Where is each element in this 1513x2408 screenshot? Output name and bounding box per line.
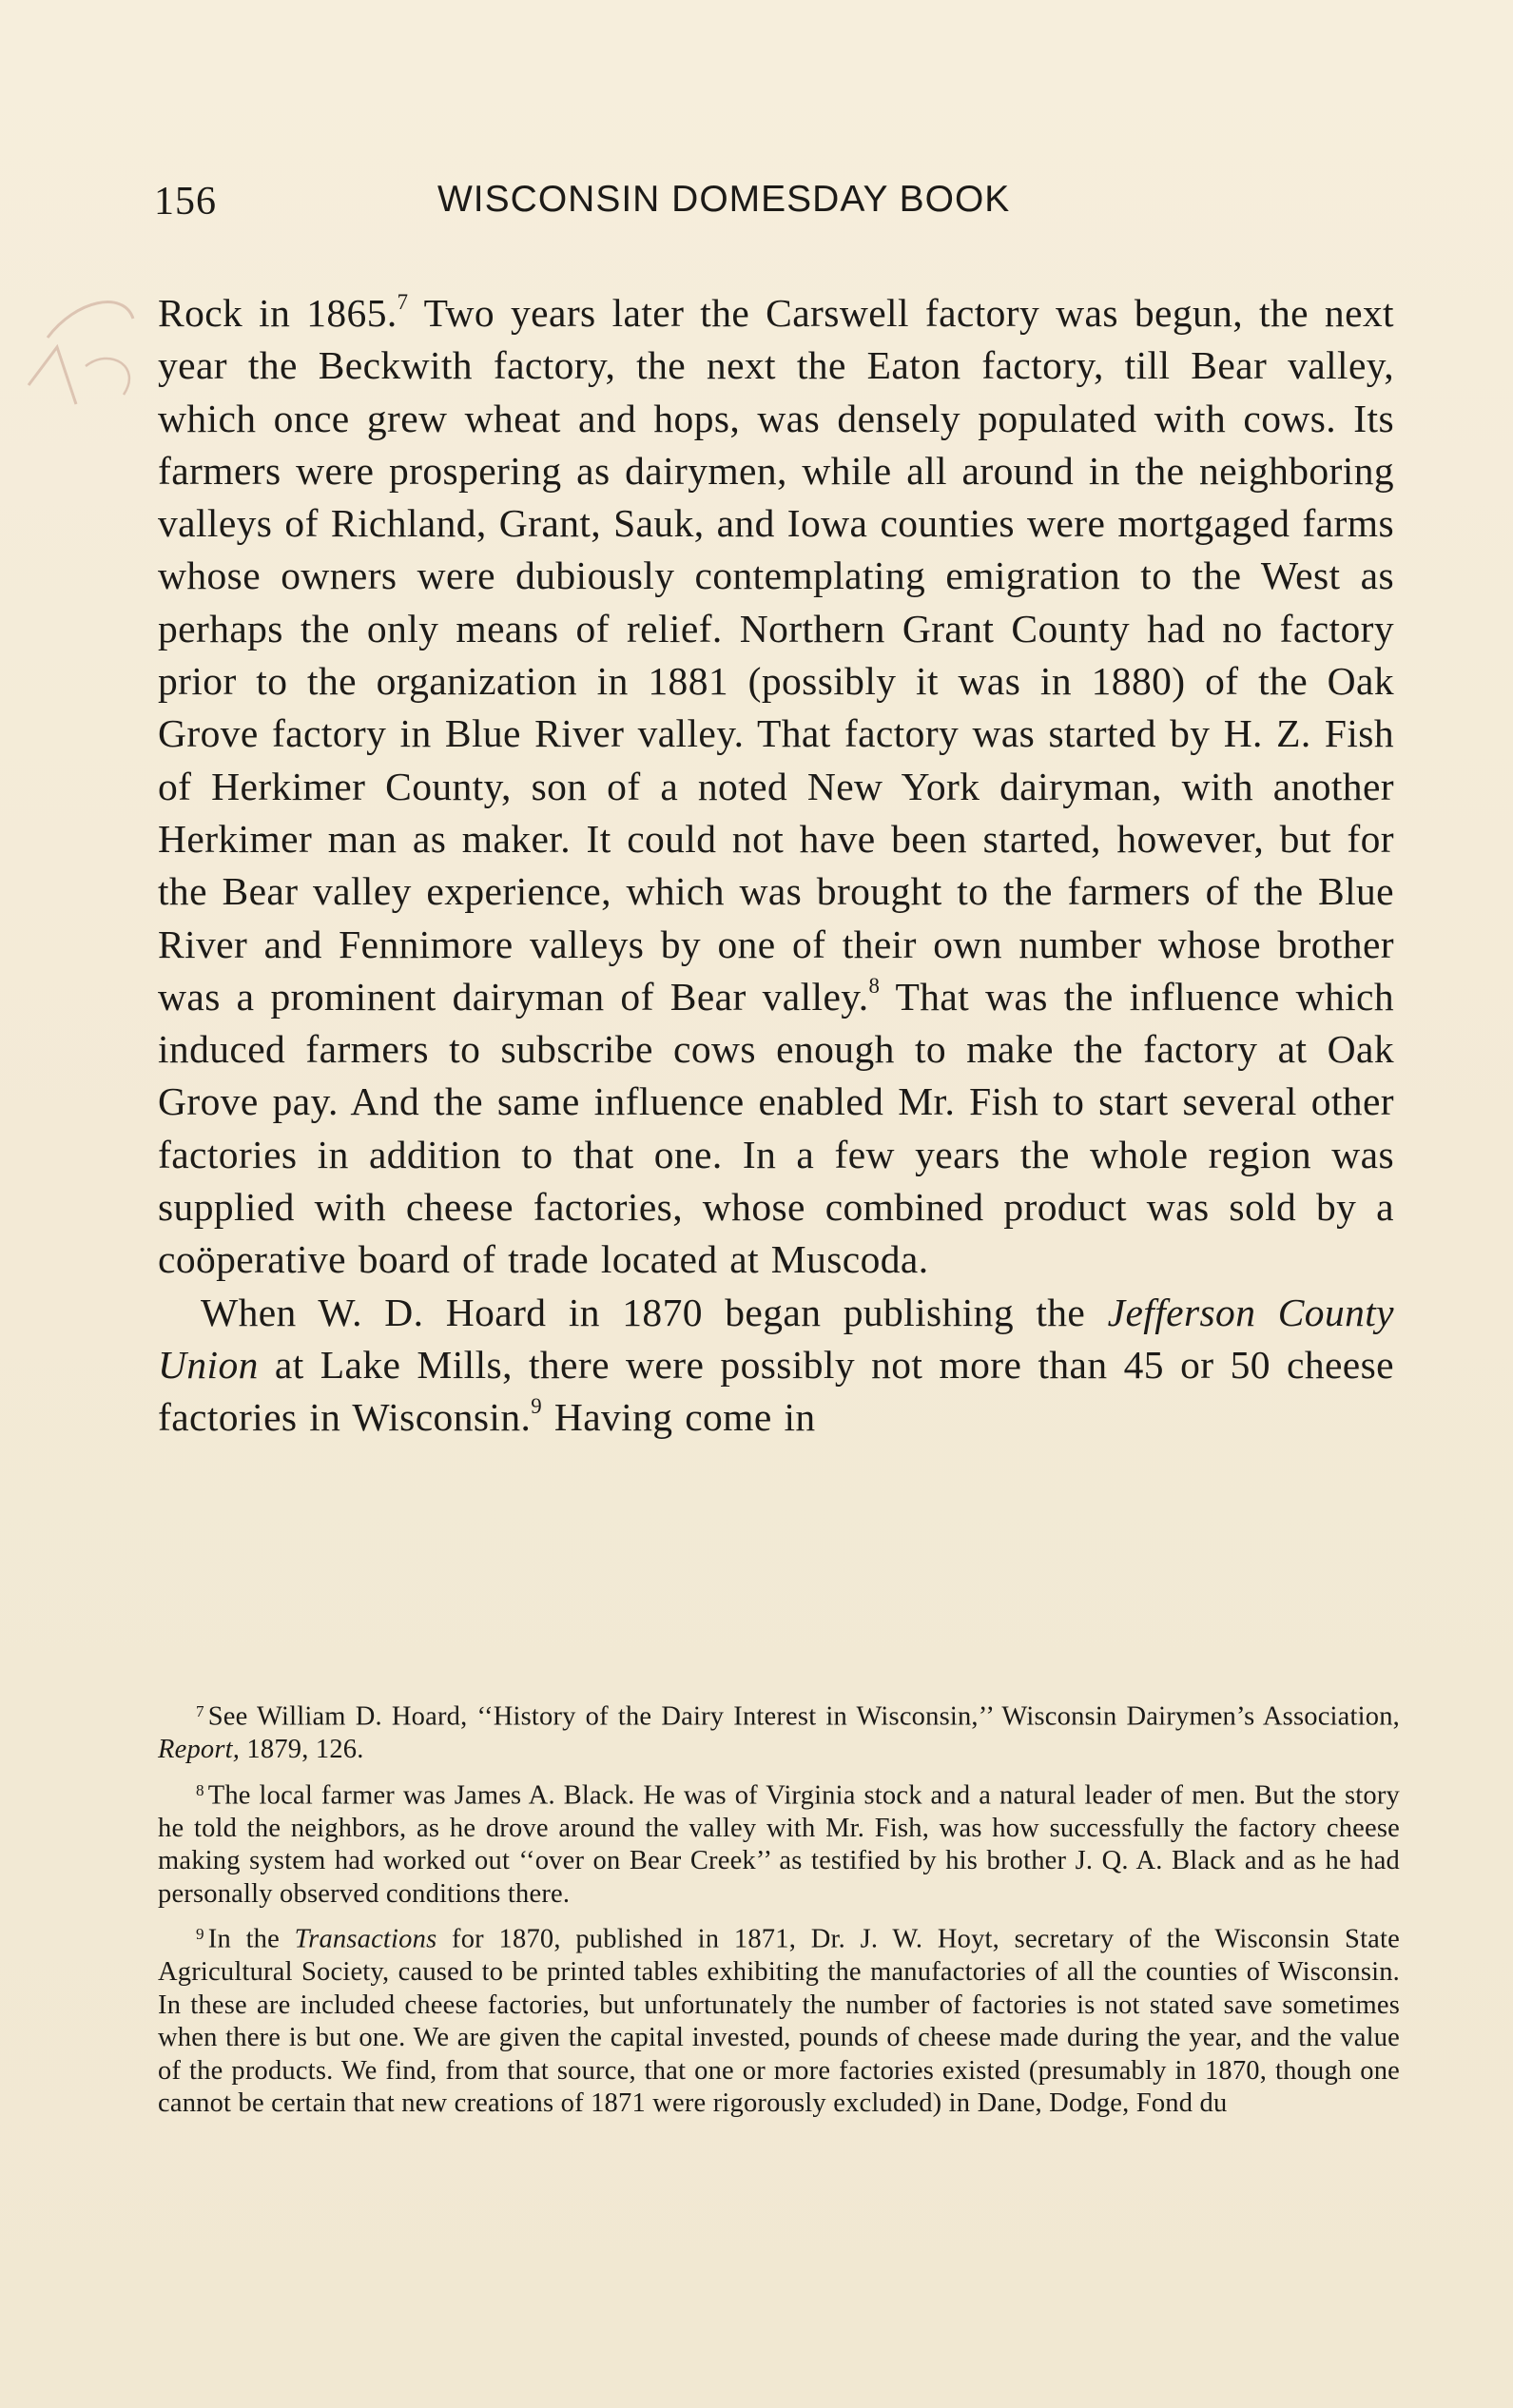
footnote-9: $^9$ In the Transactions for 1870, published in 1871, Dr. J. W. Hoyt, secretary of the Wisconsin State Agricultural Society, caused to be printed tables exhibiting the manufactories of all the counties of Wisconsin. In these are included cheese factories, but unfortunately the number of factories is not stated save sometimes when there is but one. We are given the capital invested, pounds of cheese made during the year, and the value of the products. We find, from that source, that one or more factories existed (presumably in 1870, though one cannot be certain that new creations of 1871 were rigorously excluded) in Dane, Dodge, Fond du [158,1924,1400,2119]
running-head: WISCONSIN DOMESDAY BOOK [437,179,1011,220]
footnote-ref-9: 9 [531,1393,543,1418]
footnote-ref-8: 8 [868,973,881,998]
page-header [143,179,1407,236]
paragraph-2: When W. D. Hoard in 1870 began publishing the Jefferson County Union at Lake Mills, there were possibly not more than 45 or 50 cheese factories in Wisconsin.$^9$ Having come in [158,1290,1394,1440]
page-number: 156 [154,180,217,223]
footnote-ref-7: 7 [397,289,409,314]
paragraph-1: Rock in 1865.$^7$ Two years later the Carswell factory was begun, the next year the Beckwith factory, the next the Eaton factory, till Bear valley, which once grew wheat and hops, was densely populated with cows. Its farmers were prospering as dairymen, while all around in the neighboring valleys of Richland, Grant, Sauk, and Iowa counties were mortgaged farms whose owners were dubiously contemplating emigration to the West as perhaps the only means of relief. Northern Grant County had no factory prior to the organization in 1881 (possibly it was in 1880) of the Oak Grove factory in Blue River valley. That factory was started by H. Z. Fish of Herkimer County, son of a noted New York dairyman, with another Herkimer man as maker. It could not have been started, however, but for the Bear valley experience, which was brought to the farmers of the Blue River and Fennimore valleys by one of their own number whose brother was a prominent dairyman of Bear valley.$^8$ That was the influence which induced farmers to subscribe cows enough to make the factory at Oak Grove pay. And the same influence enabled Mr. Fish to start several other factories in addition to that one. In a few years the whole region was supplied with cheese factories, whose combined product was sold by a coöperative board of trade located at Muscoda. [158,289,1394,1282]
newspaper-title: Jefferson County Union [158,1290,1394,1387]
footnote-7: $^7$ See William D. Hoard, ‘‘History of the Dairy Interest in Wisconsin,’’ Wisconsin Dairymen’s Association, Report, 1879, 126. [158,1701,1400,1765]
body-text [158,287,1394,1445]
library-stamp-mark [19,281,162,442]
footnote-8: $^8$ The local farmer was James A. Black. He was of Virginia stock and a natural leader of men. But the story he told the neighbors, as he drove around the valley with Mr. Fish, was how successfully the factory cheese making system had worked out ‘‘over on Bear Creek’’ as testified by his brother J. Q. A. Black and as he had personally observed conditions there. [158,1780,1400,1909]
footnotes [158,1696,1400,2128]
